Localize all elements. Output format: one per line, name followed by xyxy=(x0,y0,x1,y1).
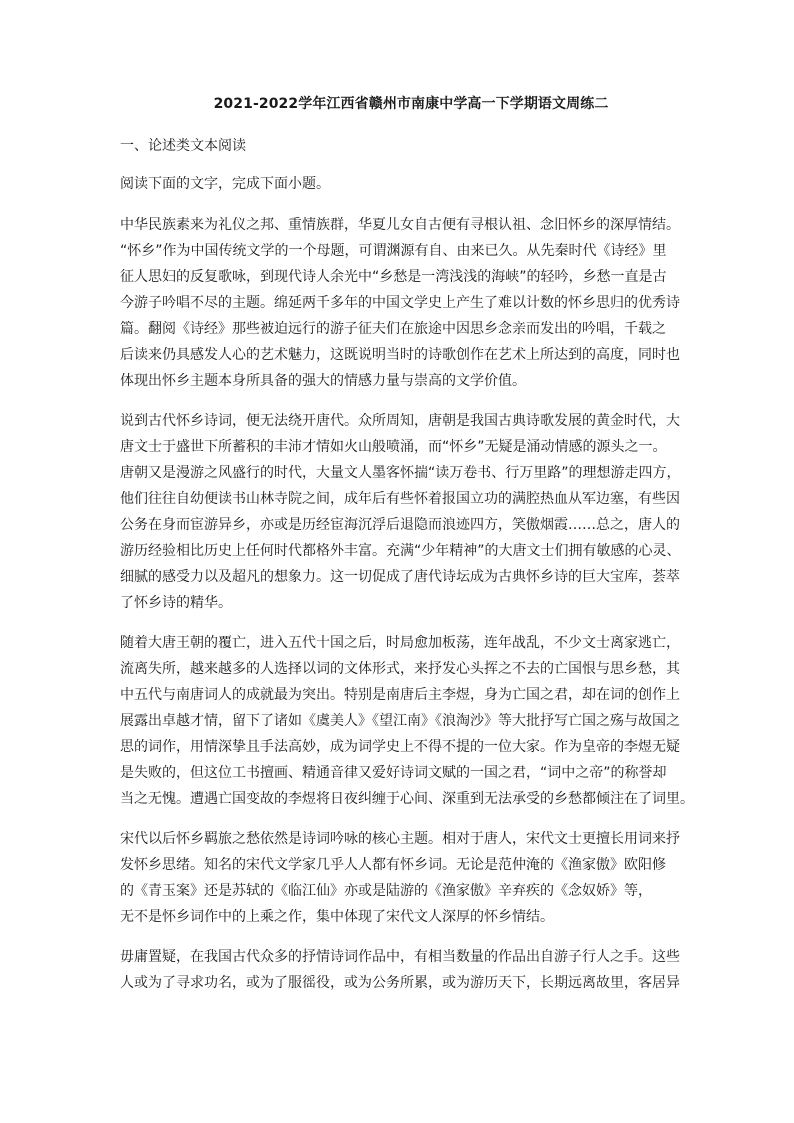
paragraph-line: 细腻的感受力以及超凡的想象力。这一切促成了唐代诗坛成为古典怀乡诗的巨大宝库，荟萃 xyxy=(120,569,680,585)
paragraph-line: 随着大唐王朝的覆亡，进入五代十国之后，时局愈加板荡，连年战乱，不少文士离家逃亡， xyxy=(120,635,680,651)
paragraph-line: 毋庸置疑，在我国古代众多的抒情诗词作品中，有相当数量的作品出自游子行人之手。这些 xyxy=(120,949,680,965)
document-title: 2021-2022学年江西省赣州市南康中学高一下学期语文周练二 xyxy=(213,96,609,112)
paragraph-line: 征人思妇的反复歌咏，到现代诗人余光中“乡愁是一湾浅浅的海峡”的轻吟，乡愁一直是古 xyxy=(120,269,667,285)
paragraph-line: 后读来仍具感发人心的艺术魅力，这既说明当时的诗歌创作在艺术上所达到的高度，同时也 xyxy=(120,347,680,363)
paragraph-line: 流离失所，越来越多的人选择以词的文体形式，来抒发心头挥之不去的亡国恨与思乡愁，其 xyxy=(120,661,680,677)
paragraph-line: 唐朝又是漫游之风盛行的时代，大量文人墨客怀揣“读万卷书、行万里路”的理想游走四方， xyxy=(120,465,681,481)
paragraph-line: 了怀乡诗的精华。 xyxy=(120,595,232,611)
paragraph-line: 今游子吟唱不尽的主题。绵延两千多年的中国文学史上产生了难以计数的怀乡思归的优秀诗 xyxy=(120,295,680,311)
paragraph-line: 游历经验相比历史上任何时代都格外丰富。充满“少年精神”的大唐文士们拥有敏感的心灵、 xyxy=(120,543,681,559)
paragraph-line: 人或为了寻求功名，或为了服徭役，或为公务所累，或为游历天下，长期远离故里，客居异 xyxy=(120,975,680,991)
paragraph-line: 是失败的，但这位工书擅画、精通音律又爱好诗词文赋的一国之君，“词中之帝”的称誉却 xyxy=(120,765,667,781)
article-body xyxy=(120,212,702,996)
section-heading: 一、论述类文本阅读 xyxy=(120,138,246,154)
paragraph-line: 当之无愧。遭遇亡国变故的李煜将日夜纠缠于心间、深重到无法承受的乡愁都倾注在了词里。 xyxy=(120,791,694,807)
article-paragraph-1 xyxy=(120,212,702,394)
paragraph-line: 发怀乡思绪。知名的宋代文学家几乎人人都有怀乡词。无论是范仲淹的《渔家傲》欧阳修 xyxy=(120,857,666,873)
paragraph-line: 思的词作，用情深挚且手法高妙，成为词学史上不得不提的一位大家。作为皇帝的李煜无疑 xyxy=(120,739,680,755)
paragraph-line: 说到古代怀乡诗词，便无法绕开唐代。众所周知，唐朝是我国古典诗歌发展的黄金时代，大 xyxy=(120,413,680,429)
paragraph-line: “怀乡”作为中国传统文学的一个母题，可谓渊源有自、由来已久。从先秦时代《诗经》里 xyxy=(120,243,667,259)
paragraph-line: 中华民族素来为礼仪之邦、重情族群，华夏儿女自古便有寻根认祖、念旧怀乡的深厚情结。 xyxy=(120,217,680,233)
paragraph-line: 公务在身而宦游异乡，亦或是历经宦海沉浮后退隐而浪迹四方，笑傲烟霞……总之，唐人的 xyxy=(120,517,680,533)
paragraph-line: 他们往往自幼便读书山林寺院之间，成年后有些怀着报国立功的满腔热血从军边塞，有些因 xyxy=(120,491,680,507)
paragraph-line: 无不是怀乡词作中的上乘之作，集中体现了宋代文人深厚的怀乡情结。 xyxy=(120,909,554,925)
paragraph-line: 宋代以后怀乡羁旅之愁依然是诗词吟咏的核心主题。相对于唐人，宋代文士更擅长用词来抒 xyxy=(120,831,680,847)
paragraph-line: 篇。翻阅《诗经》那些被迫远行的游子征夫们在旅途中因思乡念亲而发出的吟唱，千载之 xyxy=(120,321,666,337)
paragraph-line: 唐文士于盛世下所蓄积的丰沛才情如火山般喷涌，而“怀乡”无疑是涌动情感的源头之一。 xyxy=(120,439,667,455)
paragraph-line: 体现出怀乡主题本身所具备的强大的情感力量与崇高的文学价值。 xyxy=(120,373,526,389)
reading-instruction: 阅读下面的文字，完成下面小题。 xyxy=(120,176,330,192)
paragraph-line: 的《青玉案》还是苏轼的《临江仙》亦或是陆游的《渔家傲》辛弃疾的《念奴娇》等， xyxy=(120,883,652,899)
article-paragraph-2 xyxy=(120,408,702,616)
article-paragraph-3 xyxy=(120,630,702,812)
paragraph-line: 展露出卓越才情，留下了诸如《虞美人》《望江南》《浪淘沙》等大批抒写亡国之殇与故国之 xyxy=(120,713,680,729)
article-paragraph-5 xyxy=(120,944,702,996)
article-paragraph-4 xyxy=(120,826,702,930)
paragraph-line: 中五代与南唐词人的成就最为突出。特别是南唐后主李煜，身为亡国之君，却在词的创作上 xyxy=(120,687,680,703)
